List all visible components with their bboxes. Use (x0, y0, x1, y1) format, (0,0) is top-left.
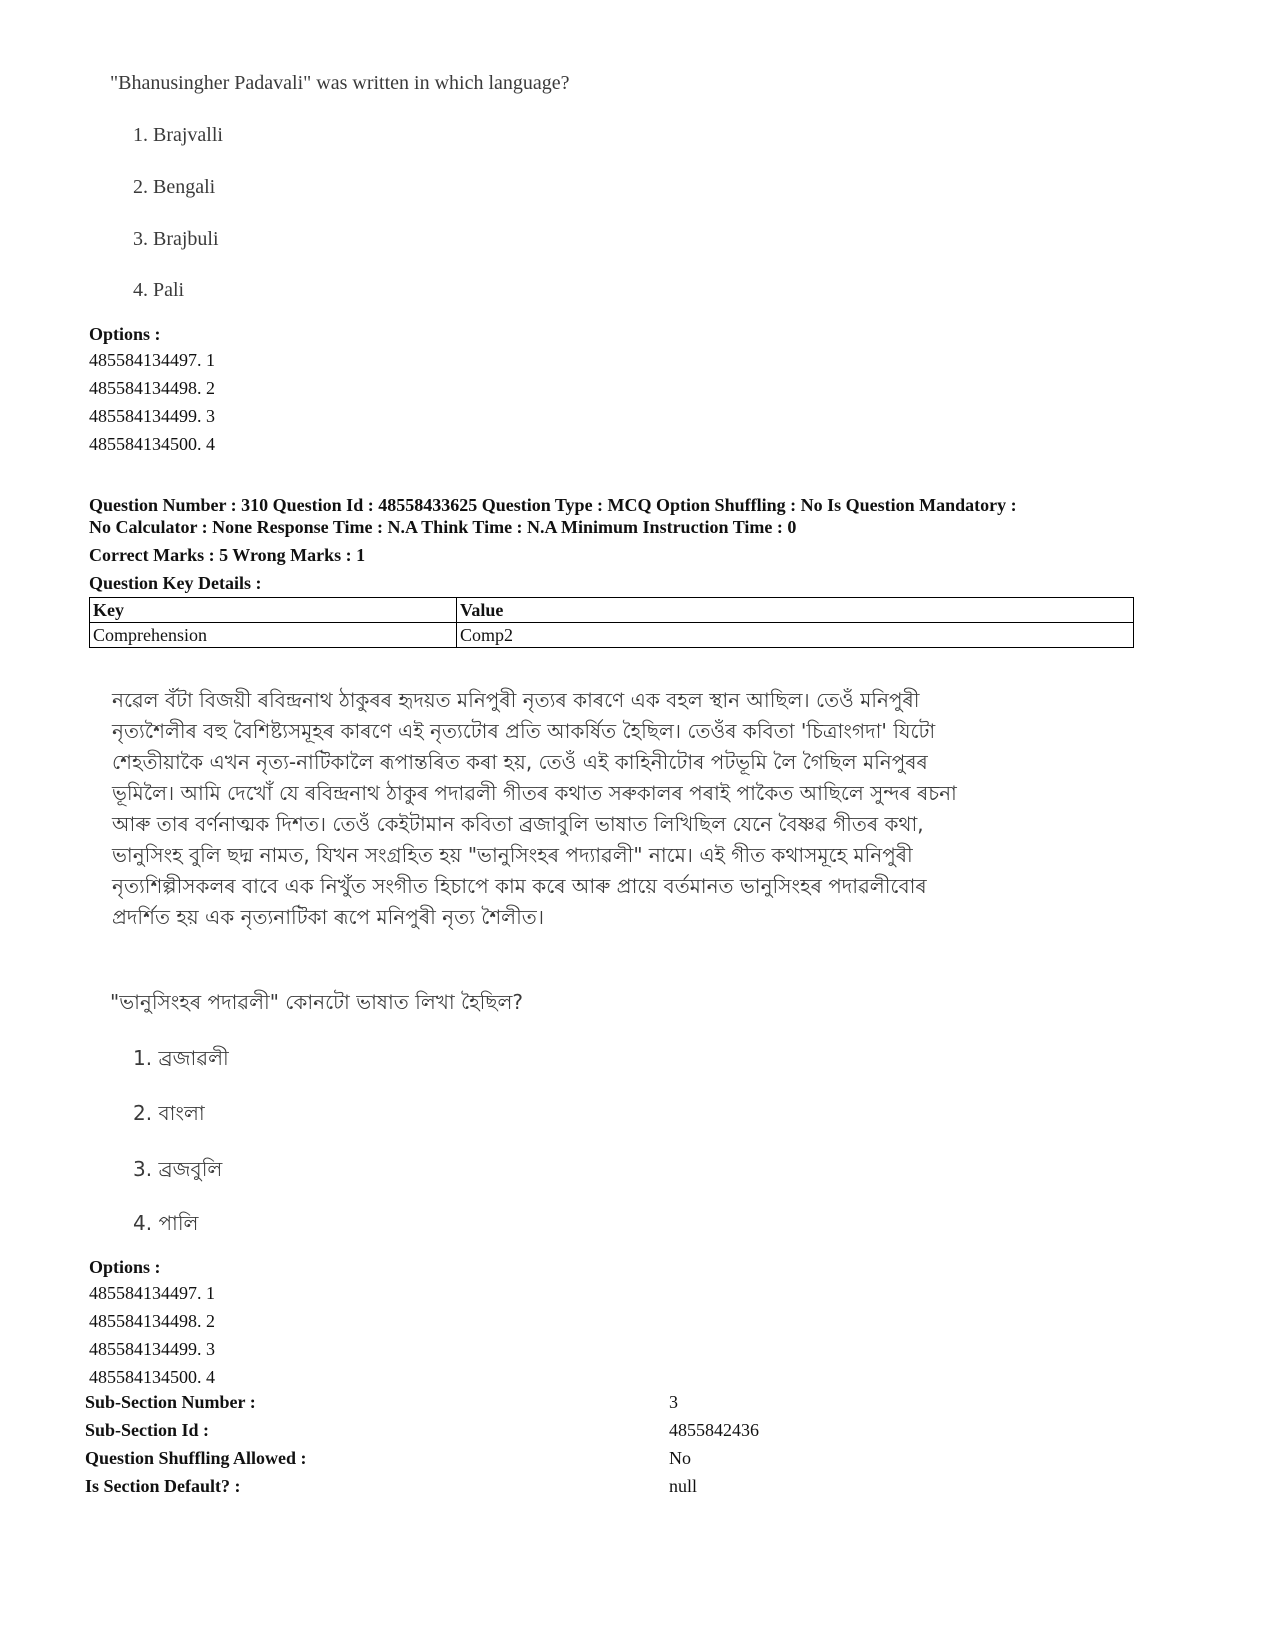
english-choice-3: 3. Brajbuli (133, 228, 219, 250)
question-meta-line-1: Question Number : 310 Question Id : 48558433625 Question Type : MCQ Option Shuffling : No Is Question Mandatory : (89, 495, 1017, 515)
option-id-4: 485584134500. 4 (89, 1367, 215, 1387)
passage-line: আৰু তাৰ বৰ্ণনাত্মক দিশত। তেওঁ কেইটামান কবিতা ব্ৰজাবুলি ভাষাত লিখিছিল যেনে বৈষ্ণৱ গীতৰ কথা, (112, 812, 924, 836)
marks-line: Correct Marks : 5 Wrong Marks : 1 (89, 545, 366, 565)
table-cell-value: Comp2 (457, 623, 1134, 648)
assamese-choice-1: 1. ব্ৰজাৱলী (133, 1046, 229, 1070)
table-header-key: Key (90, 598, 457, 623)
english-choice-2: 2. Bengali (133, 176, 216, 198)
question-shuffling-label: Question Shuffling Allowed : (85, 1448, 307, 1468)
options-list (89, 346, 215, 458)
english-choice-4: 4. Pali (133, 279, 185, 301)
comprehension-passage (112, 685, 957, 933)
subsection-number-value: 3 (669, 1392, 678, 1412)
passage-line: নৃত্যশৈলীৰ বহু বৈশিষ্ট্যসমূহৰ কাৰণে এই নৃত্যটোৰ প্ৰতি আকৰ্ষিত হৈছিল। তেওঁৰ কবিতা 'চিত্ৰাংগদা' যিটো (112, 719, 936, 743)
passage-line: নৱেল বঁটা বিজয়ী ৰবিন্দ্ৰনাথ ঠাকুৰৰ হৃদয়ত মনিপুৰী নৃত্যৰ কাৰণে এক বহল স্থান আছিল। তেওঁ মনিপুৰী (112, 688, 920, 712)
table-cell-key: Comprehension (90, 623, 457, 648)
table-header-value: Value (457, 598, 1134, 623)
option-id-3: 485584134499. 3 (89, 406, 215, 426)
options-heading-2: Options : (89, 1257, 161, 1277)
options-heading: Options : (89, 324, 161, 344)
table-header-row (90, 598, 1134, 623)
assamese-choice-4: 4. পালি (133, 1211, 199, 1235)
option-id-1: 485584134497. 1 (89, 350, 215, 370)
question-shuffling-value: No (669, 1448, 691, 1468)
assamese-question-text: "ভানুসিংহৰ পদাৱলী" কোনটো ভাষাত লিখা হৈছিল? (110, 990, 523, 1014)
option-id-3: 485584134499. 3 (89, 1339, 215, 1359)
option-id-2: 485584134498. 2 (89, 378, 215, 398)
assamese-choice-3: 3. ব্ৰজবুলি (133, 1157, 223, 1181)
options-list-2 (89, 1279, 215, 1391)
subsection-row (85, 1476, 698, 1504)
passage-line: ভানুসিংহ বুলি ছদ্ম নামত, যিখন সংগ্ৰহিত হয় "ভানুসিংহৰ পদ্যাৱলী" নামে। এই গীত কথাসমূহে মনিপুৰী (112, 843, 913, 867)
english-question-text: "Bhanusingher Padavali" was written in which language? (110, 72, 570, 94)
subsection-row (85, 1420, 759, 1448)
subsection-id-value: 4855842436 (669, 1420, 759, 1440)
subsection-number-label: Sub-Section Number : (85, 1392, 256, 1412)
question-meta-line-2: No Calculator : None Response Time : N.A Think Time : N.A Minimum Instruction Time : 0 (89, 517, 797, 537)
passage-line: প্ৰদৰ্শিত হয় এক নৃত্যনাটিকা ৰূপে মনিপুৰী নৃত্য শৈলীত। (112, 905, 544, 929)
passage-line: শেহতীয়াকৈ এখন নৃত্য-নাটিকালৈ ৰূপান্তৰিত কৰা হয়, তেওঁ এই কাহিনীটোৰ পটভূমি লৈ গৈছিল মনিপুৰৰ (112, 750, 928, 774)
subsection-row (85, 1448, 691, 1476)
option-id-2: 485584134498. 2 (89, 1311, 215, 1331)
subsection-row (85, 1392, 678, 1420)
key-details-heading: Question Key Details : (89, 573, 262, 593)
english-choice-1: 1. Brajvalli (133, 124, 223, 146)
option-id-1: 485584134497. 1 (89, 1283, 215, 1303)
subsection-info (85, 1392, 759, 1504)
passage-line: নৃত্যশিল্পীসকলৰ বাবে এক নিখুঁত সংগীত হিচাপে কাম কৰে আৰু প্ৰায়ে বৰ্তমানত ভানুসিংহৰ পদাৱলীবোৰ (112, 874, 927, 898)
key-value-table (89, 597, 1134, 648)
table-row (90, 623, 1134, 648)
subsection-id-label: Sub-Section Id : (85, 1420, 210, 1440)
assamese-choice-2: 2. বাংলা (133, 1101, 205, 1125)
section-default-label: Is Section Default? : (85, 1476, 241, 1496)
option-id-4: 485584134500. 4 (89, 434, 215, 454)
passage-line: ভূমিলৈ। আমি দেখোঁ যে ৰবিন্দ্ৰনাথ ঠাকুৰ পদাৱলী গীতৰ কথাত সৰুকালৰ পৰাই পাকৈত আছিলে সুন্দৰ ৰচনা (112, 781, 957, 805)
section-default-value: null (669, 1476, 698, 1496)
